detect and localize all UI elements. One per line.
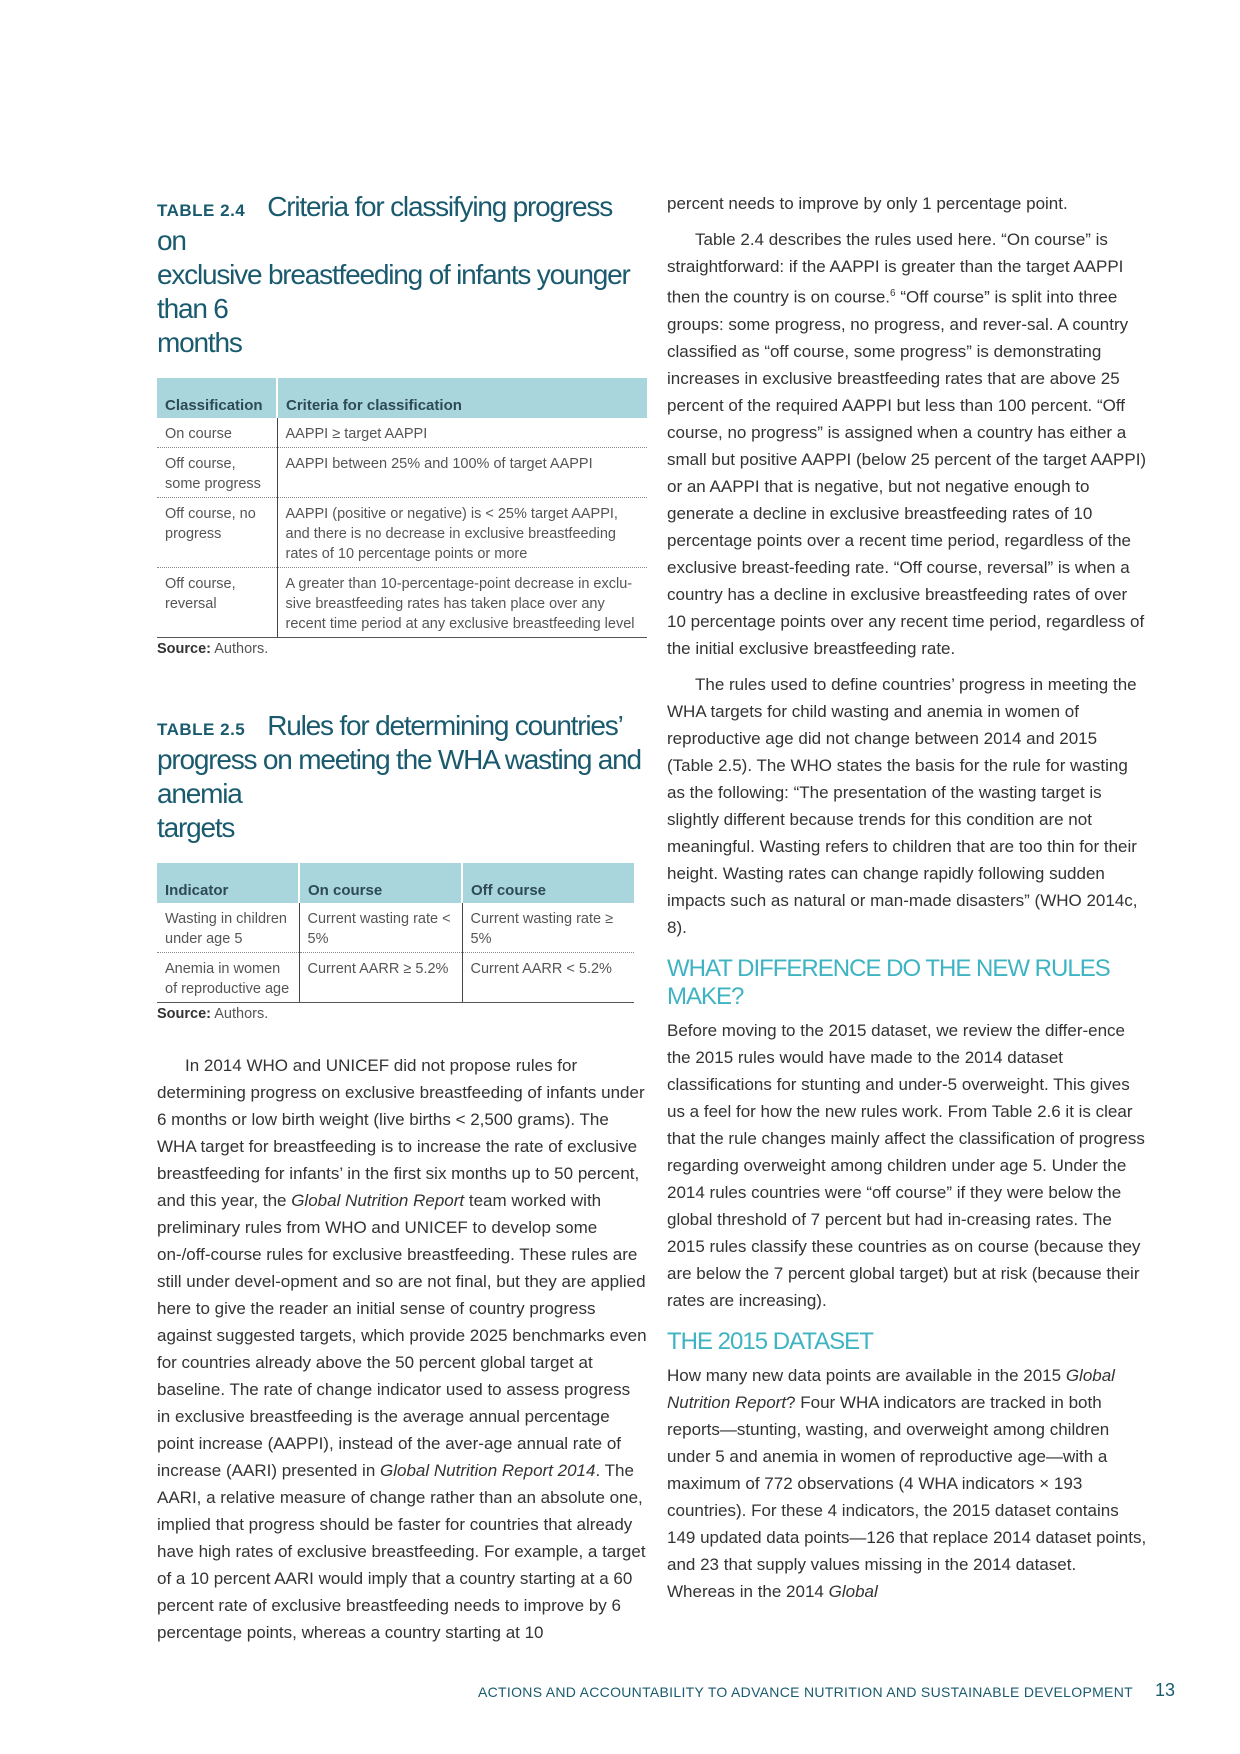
table-row <box>157 448 647 498</box>
text-run: “Off course” is split into three groups: some progress, no progress, and rever-sal. A country classified as “off course, some progress” is demonstrating increases in exclusive breastfeeding rates that are above 25 percent of the required AAPPI but less than 100 percent. “Off course, no progress” is assigned when a country has either a small but positive AAPPI (below 25 percent of the target AAPPI) or an AAPPI that is negative, but not negative enough to generate a decline in exclusive breastfeeding rates of 10 percentage points over a recent time period, regardless of the exclusive breast-feeding rate. “Off course, reversal” is when a country has a decline in exclusive breastfeeding rates of over 10 percentage points over any recent time period, regardless of the initial exclusive breastfeeding rate. <box>667 287 1147 658</box>
table-2-5 <box>157 863 634 1003</box>
footnote-ref: 6 <box>890 288 896 299</box>
table-cell: Current wasting rate ≥ 5% <box>462 903 634 953</box>
table-header: Off course <box>462 863 634 903</box>
text-run: Table 2.4 describes the rules used here. “On course” is straightforward: if the AAPPI is greater than the target AAPPI then the country is on course. <box>667 230 1124 307</box>
section-heading: WHAT DIFFERENCE DO THE NEW RULES MAKE? <box>667 954 1110 1010</box>
source-text: Authors. <box>214 641 269 657</box>
left-column <box>157 190 647 1646</box>
body-paragraph <box>667 1362 1147 1605</box>
table-cell: Anemia in women of reproductive age <box>157 953 299 1003</box>
text-run: ? Four WHA indicators are tracked in both reports—stunting, wasting, and overweight among children under 5 and anemia in women of reproductive age—with a maximum of 772 observations (4 WHA indicators × 193 countries). For these 4 indicators, the 2015 dataset contains 149 updated data points—126 that replace 2014 dataset points, and 23 that supply values missing in the 2014 dataset. Whereas in the 2014 <box>667 1392 1147 1601</box>
table-2-5-number: TABLE 2.5 <box>157 720 246 739</box>
table-row <box>157 498 647 568</box>
table-cell: Current AARR ≥ 5.2% <box>299 953 462 1003</box>
table-row <box>157 568 647 638</box>
table-2-5-title-line3: targets <box>157 812 235 843</box>
table-cell: Off course, no progress <box>157 498 277 568</box>
italic-title: Global <box>828 1581 878 1601</box>
table-2-4-title-line2: exclusive breastfeeding of infants younger than 6 <box>157 259 630 324</box>
table-2-4-source <box>157 641 647 657</box>
body-paragraph: The rules used to define countries’ progress in meeting the WHA targets for child wasting and anemia in women of reproductive age did not change between 2014 and 2015 (Table 2.5). The WHO states the basis for the rule for wasting as the following: “The presentation of the wasting target is slightly different because trends for this condition are not meaningful. Wasting refers to children that are too thin for their height. Wasting rates can change rapidly following sudden impacts such as natural or man-made disasters” (WHO 2014c, 8). <box>667 674 1138 937</box>
section-heading: THE 2015 DATASET <box>667 1327 873 1355</box>
table-row <box>157 418 647 448</box>
table-cell: Off course, reversal <box>157 568 277 638</box>
table-cell: A greater than 10-percentage-point decrease in exclu-sive breastfeeding rates has taken place over any recent time period at any exclusive breastfeeding level <box>277 568 647 638</box>
table-cell: On course <box>157 418 277 448</box>
table-header: Indicator <box>157 863 299 903</box>
italic-title: Global Nutrition Report <box>667 1365 1115 1412</box>
table-2-4-title <box>157 190 647 360</box>
table-2-4 <box>157 378 647 638</box>
body-paragraph: percent needs to improve by only 1 percentage point. <box>667 194 1068 213</box>
table-2-4-title-line3: months <box>157 327 242 358</box>
body-paragraph <box>667 226 1147 662</box>
table-row <box>157 903 634 953</box>
text-run: . The AARI, a relative measure of change rather than an absolute one, implied that progress should be faster for countries that already have high rates of exclusive breastfeeding. For example, a target of a 10 percent AARI would imply that a country starting at a 60 percent rate of exclusive breastfeeding needs to improve by 6 percentage points, whereas a country starting at 10 <box>157 1461 646 1642</box>
table-cell: AAPPI ≥ target AAPPI <box>277 418 647 448</box>
table-2-5-title-line1: Rules for determining countries’ <box>267 710 623 741</box>
running-footer: ACTIONS AND ACCOUNTABILITY TO ADVANCE NUTRITION AND SUSTAINABLE DEVELOPMENT <box>478 1684 1133 1700</box>
body-paragraph: Before moving to the 2015 dataset, we review the differ-ence the 2015 rules would have made to the 2014 dataset classifications for stunting and under-5 overweight. This gives us a feel for how the new rules work. From Table 2.6 it is clear that the rule changes mainly affect the classification of progress regarding overweight among children under age 5. Under the 2014 rules countries were “off course” if they were below the global threshold of 7 percent but had in-creasing rates. The 2015 rules classify these countries as on course (because they are below the 7 percent global target) but at risk (because their rates are increasing). <box>667 1020 1145 1310</box>
table-2-4-title-line1: Criteria for classifying progress on <box>157 191 613 256</box>
table-cell: Wasting in children under age 5 <box>157 903 299 953</box>
italic-title: Global Nutrition Report <box>291 1191 465 1210</box>
text-run: How many new data points are available in the 2015 <box>667 1365 1066 1385</box>
source-label: Source: <box>157 1006 211 1022</box>
table-row <box>157 953 634 1003</box>
table-2-5-title <box>157 709 647 845</box>
table-cell: Off course, some progress <box>157 448 277 498</box>
table-cell: AAPPI between 25% and 100% of target AAPPI <box>277 448 647 498</box>
table-header: On course <box>299 863 462 903</box>
table-2-5-source <box>157 1006 647 1022</box>
table-cell: AAPPI (positive or negative) is < 25% target AAPPI, and there is no decrease in exclusive breastfeeding rates of 10 percentage points or more <box>277 498 647 568</box>
source-label: Source: <box>157 641 211 657</box>
page-number: 13 <box>1155 1680 1176 1700</box>
right-column <box>667 190 1147 1605</box>
table-header: Classification <box>157 378 277 418</box>
table-header: Criteria for classification <box>277 378 647 418</box>
text-run: In 2014 WHO and UNICEF did not propose rules for determining progress on exclusive breastfeeding of infants under 6 months or low birth weight (live births < 2,500 grams). The WHA target for breastfeeding is to increase the rate of exclusive breastfeeding for infants’ in the first six months up to 50 percent, and this year, the <box>157 1056 645 1210</box>
table-cell: Current wasting rate < 5% <box>299 903 462 953</box>
source-text: Authors. <box>214 1006 269 1022</box>
table-cell: Current AARR < 5.2% <box>462 953 634 1003</box>
table-2-5-title-line2: progress on meeting the WHA wasting and anemia <box>157 744 641 809</box>
italic-title: Global Nutrition Report 2014 <box>380 1461 596 1480</box>
body-paragraph <box>157 1052 647 1646</box>
text-run: team worked with preliminary rules from WHO and UNICEF to develop some on-/off-course rules for exclusive breastfeeding. These rules are still under devel-opment and so are not final, but they are applied here to give the reader an initial sense of country progress against suggested targets, which provide 2025 benchmarks even for countries already above the 50 percent global target at baseline. The rate of change indicator used to assess progress in exclusive breastfeeding is the average annual percentage point increase (AAPPI), instead of the aver-age annual rate of increase (AARI) presented in <box>157 1191 647 1480</box>
table-2-4-number: TABLE 2.4 <box>157 201 246 220</box>
